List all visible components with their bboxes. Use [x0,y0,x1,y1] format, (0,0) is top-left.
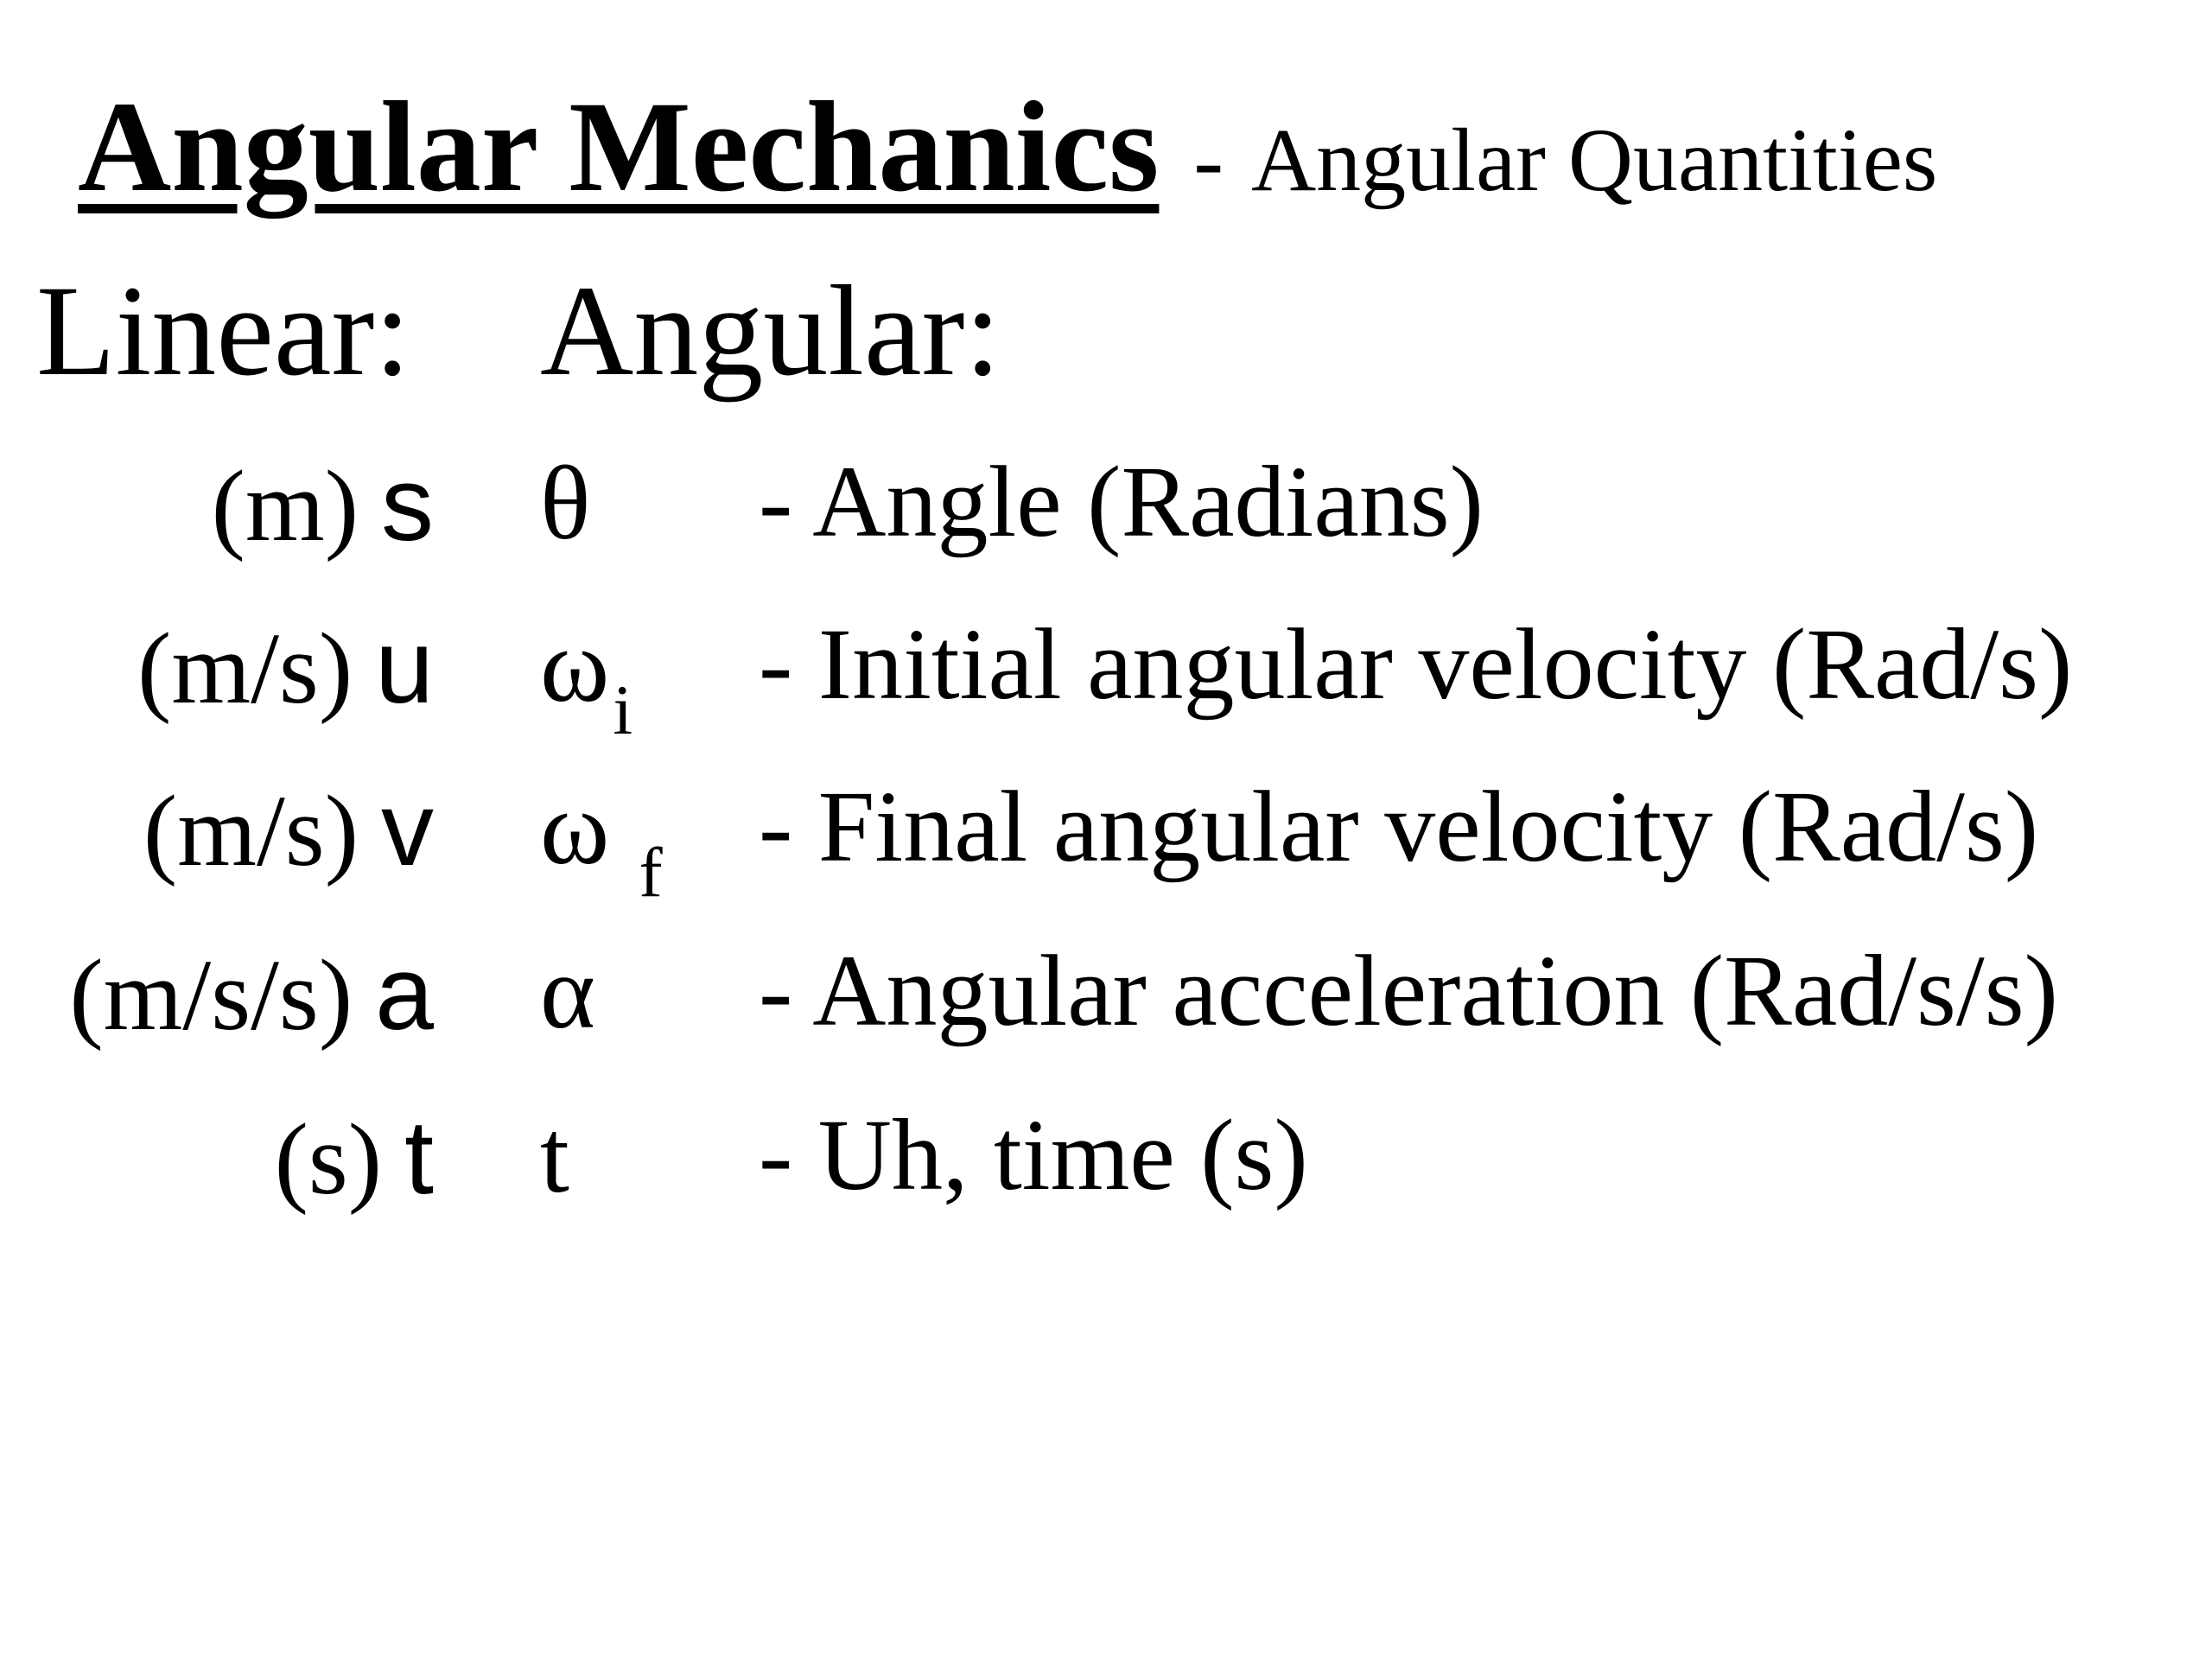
quantity-row-initial-velocity [0,607,2212,749]
angular-symbol: t [540,1098,569,1215]
angular-quantity [540,1098,569,1215]
linear-unit: (m/s/s) [69,938,353,1052]
quantity-description: - Angular acceleration (Rad/s/s) [759,934,2058,1047]
quantity-row-acceleration [0,934,2212,1070]
linear-quantity [69,934,434,1052]
angular-symbol: ω [540,607,610,724]
angular-quantity [540,445,591,562]
quantity-description: - Uh, time (s) [759,1098,1308,1211]
angular-symbol: α [540,934,595,1051]
linear-unit: (m/s) [137,612,353,725]
quantity-description: - Initial angular velocity (Rad/s) [759,607,2073,721]
angular-column-header: Angular: [540,259,1001,403]
linear-unit: (s) [274,1103,383,1216]
quantity-description: - Final angular velocity (Rad/s) [759,770,2039,883]
linear-column-header: Linear: [36,259,411,403]
linear-quantity [143,770,434,887]
angular-symbol: ω [540,770,610,887]
linear-quantity [137,607,434,725]
angular-quantity [540,607,633,749]
linear-quantity [274,1098,434,1216]
linear-symbol: a [375,934,434,1052]
angular-subscript: f [639,833,663,912]
linear-symbol: v [381,770,434,887]
linear-unit: (m) [211,449,359,563]
angular-quantity [540,770,663,912]
linear-symbol: s [381,445,434,563]
linear-unit: (m/s) [143,774,359,887]
page-subtitle: Angular Quantities [1251,111,1938,210]
title-separator: - [1193,111,1224,210]
page-title: Angular Mechanics [78,75,1160,219]
linear-quantity [211,445,434,563]
quantity-row-final-velocity [0,770,2212,912]
angular-quantity [540,934,595,1051]
angular-symbol: θ [540,445,591,562]
quantity-description: - Angle (Radians) [759,445,1484,558]
linear-symbol: t [404,1098,434,1216]
angular-subscript: i [613,671,633,749]
quantity-row-time [0,1098,2212,1234]
title-line [78,75,1938,219]
linear-symbol: u [375,607,434,725]
quantity-row-angle [0,445,2212,581]
